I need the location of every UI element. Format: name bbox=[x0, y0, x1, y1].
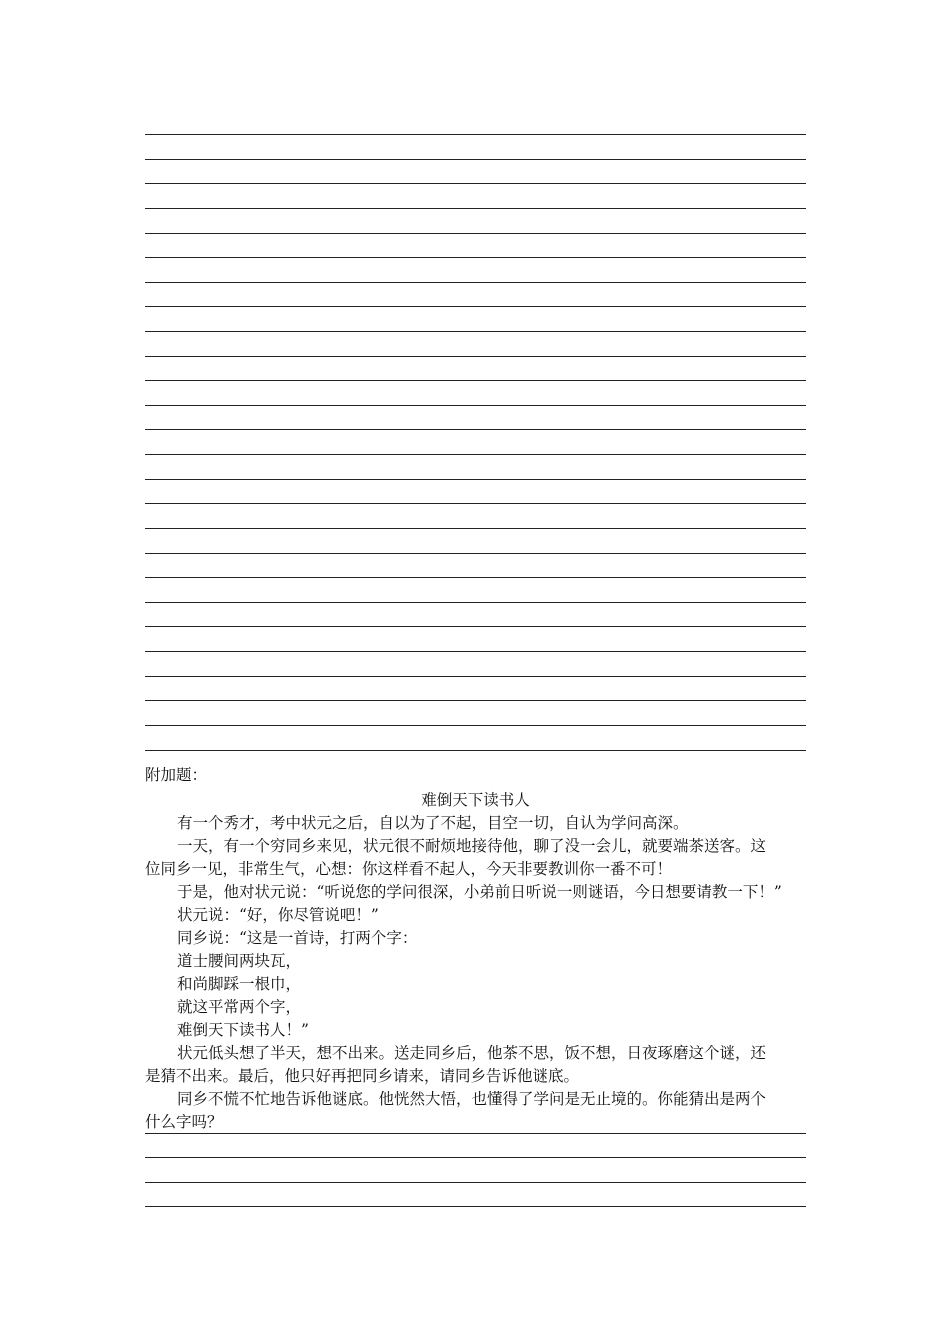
story-paragraph: 什么字吗？ bbox=[145, 1113, 223, 1131]
answer-line bbox=[145, 1133, 806, 1134]
answer-line bbox=[145, 1182, 806, 1183]
writing-line bbox=[145, 503, 806, 504]
riddle-line: 道士腰间两块瓦， bbox=[177, 952, 302, 970]
writing-line bbox=[145, 479, 806, 480]
writing-line bbox=[145, 602, 806, 603]
writing-line bbox=[145, 725, 806, 726]
writing-line bbox=[145, 651, 806, 652]
writing-line bbox=[145, 306, 806, 307]
writing-line bbox=[145, 331, 806, 332]
extra-heading: 附加题： bbox=[145, 766, 208, 784]
writing-line bbox=[145, 750, 806, 751]
story-paragraph: 是猜不出来。最后，他只好再把同乡请来，请同乡告诉他谜底。 bbox=[145, 1067, 580, 1085]
writing-line bbox=[145, 257, 806, 258]
story-paragraph: 同乡说：“这是一首诗，打两个字： bbox=[177, 929, 418, 947]
story-paragraph: 有一个秀才，考中状元之后，自以为了不起，目空一切，自认为学问高深。 bbox=[177, 814, 689, 832]
writing-line bbox=[145, 159, 806, 160]
story-paragraph: 同乡不慌不忙地告诉他谜底。他恍然大悟，也懂得了学问是无止境的。你能猜出是两个 bbox=[177, 1090, 767, 1108]
writing-line bbox=[145, 577, 806, 578]
writing-line bbox=[145, 429, 806, 430]
writing-line bbox=[145, 528, 806, 529]
story-title: 难倒天下读书人 bbox=[421, 791, 530, 809]
answer-line bbox=[145, 1157, 806, 1158]
story-paragraph: 状元说：“好，你尽管说吧！” bbox=[177, 906, 379, 924]
story-paragraph: 于是，他对状元说：“听说您的学问很深，小弟前日听说一则谜语，今日想要请教一下！” bbox=[177, 883, 782, 901]
writing-line bbox=[145, 380, 806, 381]
writing-line bbox=[145, 454, 806, 455]
writing-line bbox=[145, 233, 806, 234]
writing-line bbox=[145, 676, 806, 677]
writing-line bbox=[145, 626, 806, 627]
writing-line bbox=[145, 553, 806, 554]
writing-line bbox=[145, 405, 806, 406]
riddle-line: 难倒天下读书人！” bbox=[177, 1021, 309, 1039]
writing-line bbox=[145, 183, 806, 184]
writing-line bbox=[145, 356, 806, 357]
writing-line bbox=[145, 282, 806, 283]
riddle-line: 就这平常两个字， bbox=[177, 998, 302, 1016]
writing-line bbox=[145, 208, 806, 209]
story-paragraph: 一天，有一个穷同乡来见，状元很不耐烦地接待他，聊了没一会儿，就要端茶送客。这 bbox=[177, 837, 767, 855]
riddle-line: 和尚脚踩一根巾， bbox=[177, 975, 302, 993]
writing-line bbox=[145, 134, 806, 135]
story-paragraph: 状元低头想了半天，想不出来。送走同乡后，他茶不思，饭不想，日夜琢磨这个谜，还 bbox=[177, 1044, 767, 1062]
answer-line bbox=[145, 1206, 806, 1207]
story-paragraph: 位同乡一见，非常生气，心想：你这样看不起人，今天非要教训你一番不可！ bbox=[145, 860, 673, 878]
writing-line bbox=[145, 700, 806, 701]
